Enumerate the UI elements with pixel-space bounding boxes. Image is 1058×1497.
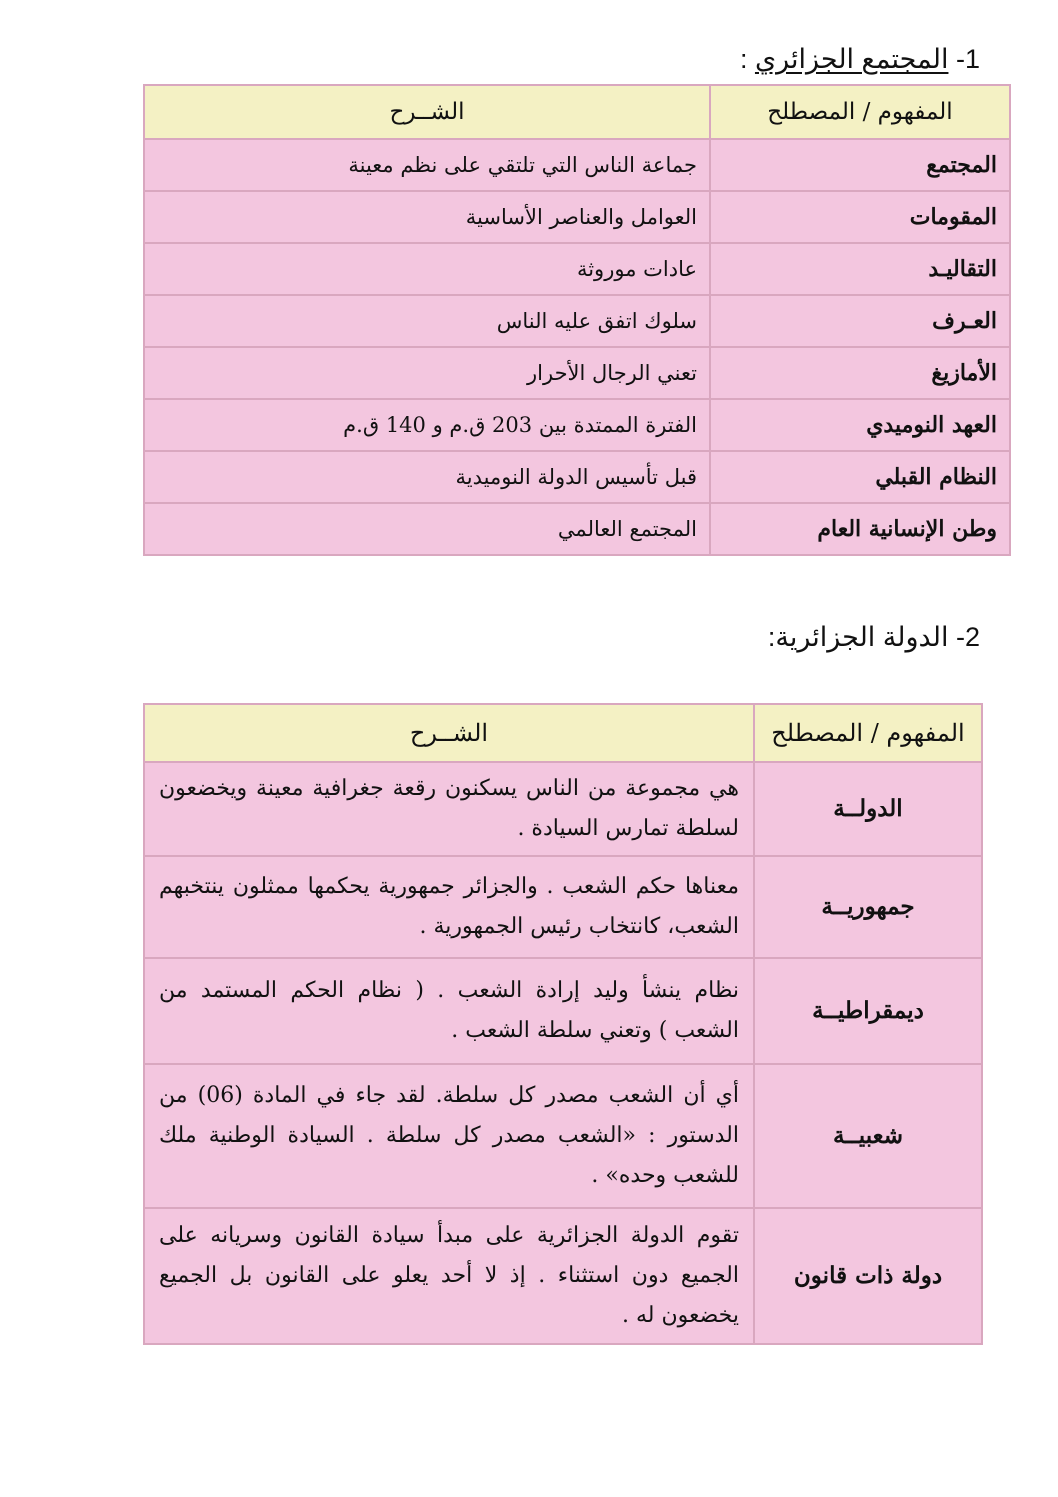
section-1-heading: [740, 42, 980, 76]
table-header-row: [144, 85, 1010, 139]
term-cell: الأمازيغ: [710, 347, 1010, 399]
table-row: [144, 1208, 982, 1344]
term-cell: العهد النوميدي: [710, 399, 1010, 451]
section-2-number: 2-: [955, 622, 980, 652]
header-definition: الشــرح: [144, 704, 754, 762]
table-row: [144, 856, 982, 958]
definition-cell: المجتمع العالمي: [144, 503, 710, 555]
table-row: [144, 243, 1010, 295]
term-cell: التقاليـد: [710, 243, 1010, 295]
term-cell: الدولــة: [754, 762, 982, 856]
definition-cell: معناها حكم الشعب . والجزائر جمهورية يحكمها ممثلون ينتخبهم الشعب، كانتخاب رئيس الجمهورية .: [144, 856, 754, 958]
table-row: [144, 451, 1010, 503]
definition-cell: تقوم الدولة الجزائرية على مبدأ سيادة القانون وسريانه على الجميع دون استثناء . إذ لا أحد يعلو على القانون بل الجميع يخضعون له .: [144, 1208, 754, 1344]
table-row: [144, 762, 982, 856]
definition-cell: أي أن الشعب مصدر كل سلطة. لقد جاء في المادة (06) من الدستور : «الشعب مصدر كل سلطة . السيادة الوطنية ملك للشعب وحده» .: [144, 1064, 754, 1208]
header-term: المفهوم / المصطلح: [754, 704, 982, 762]
state-terms-table: [143, 703, 983, 1345]
definition-cell: قبل تأسيس الدولة النوميدية: [144, 451, 710, 503]
definition-cell: العوامل والعناصر الأساسية: [144, 191, 710, 243]
header-term: المفهوم / المصطلح: [710, 85, 1010, 139]
section-1-suffix: :: [739, 44, 755, 74]
section-1-number: 1-: [955, 44, 980, 74]
table-row: [144, 958, 982, 1064]
table-row: [144, 347, 1010, 399]
table-row: [144, 139, 1010, 191]
table-row: [144, 191, 1010, 243]
header-definition: الشــرح: [144, 85, 710, 139]
definition-cell: جماعة الناس التي تلتقي على نظم معينة: [144, 139, 710, 191]
table-row: [144, 1064, 982, 1208]
term-cell: ديمقراطيــة: [754, 958, 982, 1064]
term-cell: دولة ذات قانون: [754, 1208, 982, 1344]
table-row: [144, 503, 1010, 555]
section-2-title: الدولة الجزائرية:: [767, 622, 949, 652]
term-cell: المجتمع: [710, 139, 1010, 191]
definition-cell: سلوك اتفق عليه الناس: [144, 295, 710, 347]
term-cell: المقومات: [710, 191, 1010, 243]
table-row: [144, 399, 1010, 451]
definition-cell: تعني الرجال الأحرار: [144, 347, 710, 399]
definition-cell: الفترة الممتدة بين 203 ق.م و 140 ق.م: [144, 399, 710, 451]
term-cell: جمهوريــة: [754, 856, 982, 958]
term-cell: شعبيــة: [754, 1064, 982, 1208]
definition-cell: هي مجموعة من الناس يسكنون رقعة جغرافية معينة ويخضعون لسلطة تمارس السيادة .: [144, 762, 754, 856]
table-row: [144, 295, 1010, 347]
table-header-row: [144, 704, 982, 762]
definition-cell: عادات موروثة: [144, 243, 710, 295]
term-cell: العـرف: [710, 295, 1010, 347]
section-1-title: المجتمع الجزائري: [754, 44, 949, 74]
society-terms-table: [143, 84, 1011, 556]
section-2-heading: [768, 620, 980, 654]
term-cell: وطن الإنسانية العام: [710, 503, 1010, 555]
term-cell: النظام القبلي: [710, 451, 1010, 503]
definition-cell: نظام ينشأ وليد إرادة الشعب . ( نظام الحكم المستمد من الشعب ) وتعني سلطة الشعب .: [144, 958, 754, 1064]
